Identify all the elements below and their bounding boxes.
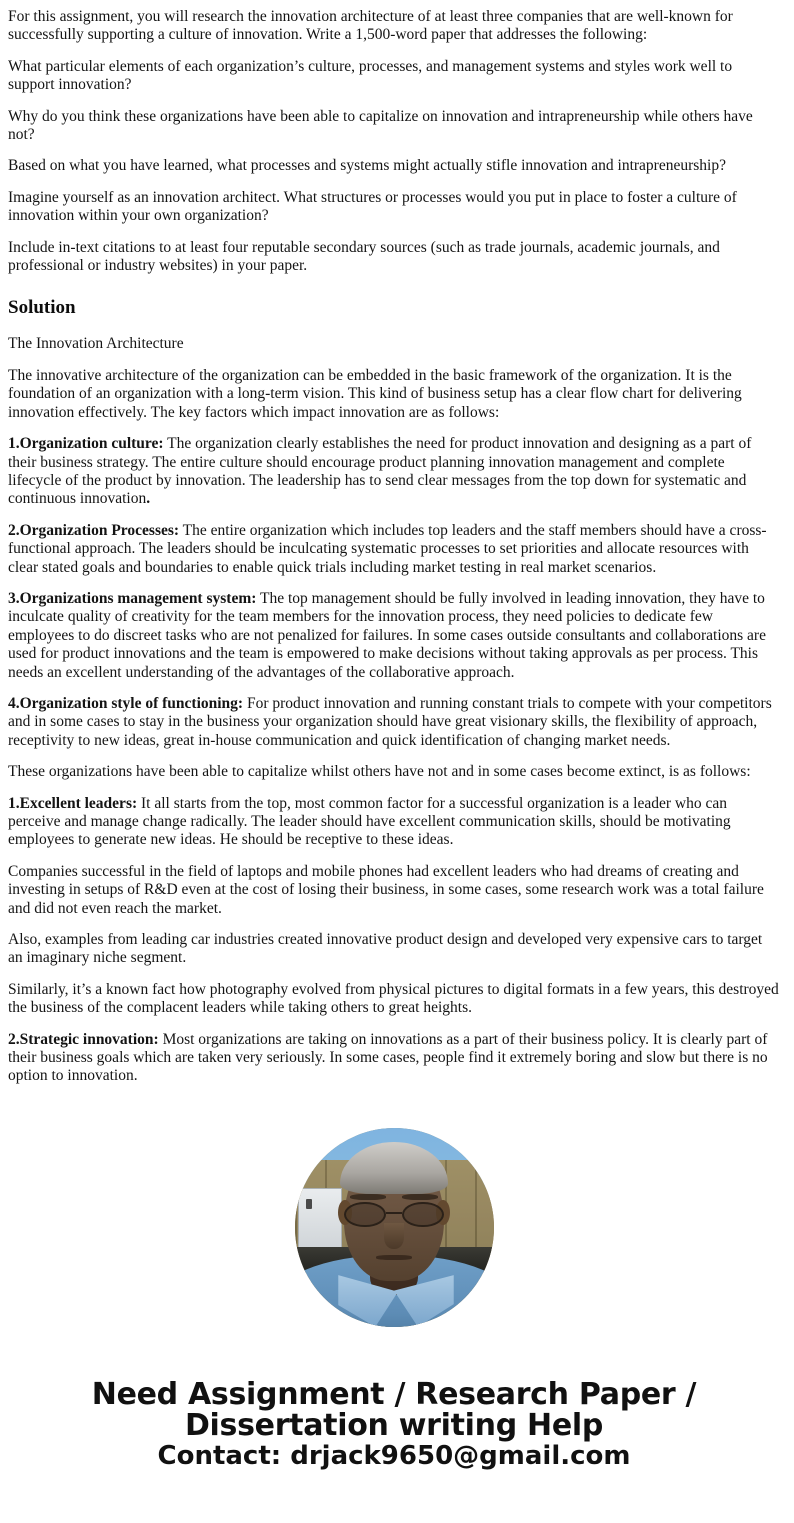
photo-lens-right bbox=[402, 1202, 444, 1228]
closing-factor-text: Most organizations are taking on innovations as a part of their business policy. It is clearly part of their business goals which are taken very seriously. In some cases, people find it extremely boring and slow but there is no option to innovation. bbox=[8, 1030, 768, 1085]
assignment-paragraph: For this assignment, you will research the innovation architecture of at least three companies that are well-known for successfully supporting a culture of innovation. Write a 1,500-word paper that addresses the following: bbox=[8, 8, 733, 44]
example-paragraph: Companies successful in the field of laptops and mobile phones had excellent leaders who had dreams of creating and investing in setups of R&D even at the cost of losing their business, in some cases, some research work was a total failure and did not even reach the market. bbox=[8, 862, 764, 917]
factor-text: The top management should be fully involved in leading innovation, they have to inculcate quality of creativity for the team members for the innovation process, they need policies to dedicate few employees to do discreet tasks who are not penalized for failures. In some cases outside consultants and collaborations are used for product innovations and the team is empowered to make decisions without taking approvals as per process. This needs an excellent understanding of the advantages of the collaborative approach. bbox=[8, 589, 766, 681]
factor-text: The entire organization which includes top leaders and the staff members should have a cross-functional approach. The leaders should be inculcating systematic processes to set priorities and allocate resources with clear stated goals and boundaries to enable quick trials including market testing in real market scenarios. bbox=[8, 521, 767, 576]
factor-text: For product innovation and running constant trials to compete with your competitors and in some cases to stay in the business your organization should have great visionary skills, the flexibility of approach, receptivity to new ideas, great in-house communication and quick identification of changing market needs. bbox=[8, 694, 772, 749]
solution-heading: Solution bbox=[8, 297, 76, 319]
solution-subtitle: The Innovation Architecture bbox=[8, 335, 184, 353]
example-paragraph: Similarly, it’s a known fact how photography evolved from physical pictures to digital formats in a few years, this destroyed the business of the complacent leaders while taking others to great heights. bbox=[8, 980, 779, 1017]
photo-eyebrow-left bbox=[350, 1194, 386, 1200]
footer bbox=[8, 1376, 780, 1490]
photo-lens-left bbox=[344, 1202, 386, 1228]
factor-item bbox=[8, 695, 780, 750]
factor-item bbox=[8, 590, 780, 682]
closing-factor-item bbox=[8, 1031, 780, 1086]
assignment-paragraph: Based on what you have learned, what processes and systems might actually stifle innovation and intrapreneurship? bbox=[8, 157, 726, 175]
factor-lead: 1.Organization culture: bbox=[8, 435, 164, 453]
assignment-paragraph: What particular elements of each organization’s culture, processes, and management systems and styles work well to support innovation? bbox=[8, 57, 733, 94]
photo-mouth bbox=[376, 1255, 412, 1260]
example-paragraph: Also, examples from leading car industries created innovative product design and developed very expensive cars to target an imaginary niche segment. bbox=[8, 931, 763, 967]
assignment-paragraph: Imagine yourself as an innovation architect. What structures or processes would you put in place to foster a culture of innovation within your own organization? bbox=[8, 188, 737, 225]
portrait-container bbox=[8, 1128, 780, 1327]
photo-nose bbox=[384, 1223, 404, 1249]
photo-glasses-bridge bbox=[386, 1212, 402, 1214]
footer-headline: Need Assignment / Research Paper / Dissertation writing Help bbox=[91, 1376, 697, 1443]
footer-contact-email: Contact: drjack9650@gmail.com bbox=[157, 1440, 631, 1471]
factor-lead: 3.Organizations management system: bbox=[8, 589, 257, 607]
factor-lead: 4.Organization style of functioning: bbox=[8, 694, 244, 712]
factor-text: The organization clearly establishes the need for product innovation and designing as a part of their business strategy. The entire culture should encourage product planning innovation management and complete lifecycle of the product by innovation. The leadership has to send clear messages from the top down for systematic and continuous innovation bbox=[8, 435, 752, 508]
assignment-paragraph: Include in-text citations to at least four reputable secondary sources (such as trade journals, academic journals, and professional or industry websites) in your paper. bbox=[8, 238, 720, 275]
reason-item bbox=[8, 795, 780, 850]
transition-paragraph: These organizations have been able to capitalize whilst others have not and in some cases become extinct, is as follows: bbox=[8, 763, 751, 781]
factor-item bbox=[8, 522, 780, 577]
photo-eyebrow-right bbox=[402, 1194, 438, 1200]
factor-lead: 2.Organization Processes: bbox=[8, 521, 180, 539]
closing-factor-lead: 2.Strategic innovation: bbox=[8, 1030, 159, 1048]
solution-intro-paragraph: The innovative architecture of the organization can be embedded in the basic framework of the organization. It is the foundation of an organization with a long-term vision. This kind of business setup has a clear flow chart for delivering innovation effectively. The key factors which impact innovation are as follows: bbox=[8, 366, 742, 421]
factor-trailing-punctuation: . bbox=[146, 490, 151, 508]
profile-photo bbox=[295, 1128, 494, 1327]
assignment-paragraph: Why do you think these organizations have been able to capitalize on innovation and intrapreneurship while others have not? bbox=[8, 107, 753, 144]
reason-text: It all starts from the top, most common factor for a successful organization is a leader who can perceive and manage change radically. The leader should have excellent communication skills, should be motivating employees to generate new ideas. He should be receptive to these ideas. bbox=[8, 794, 731, 849]
reason-lead: 1.Excellent leaders: bbox=[8, 794, 138, 812]
factor-item bbox=[8, 435, 780, 509]
